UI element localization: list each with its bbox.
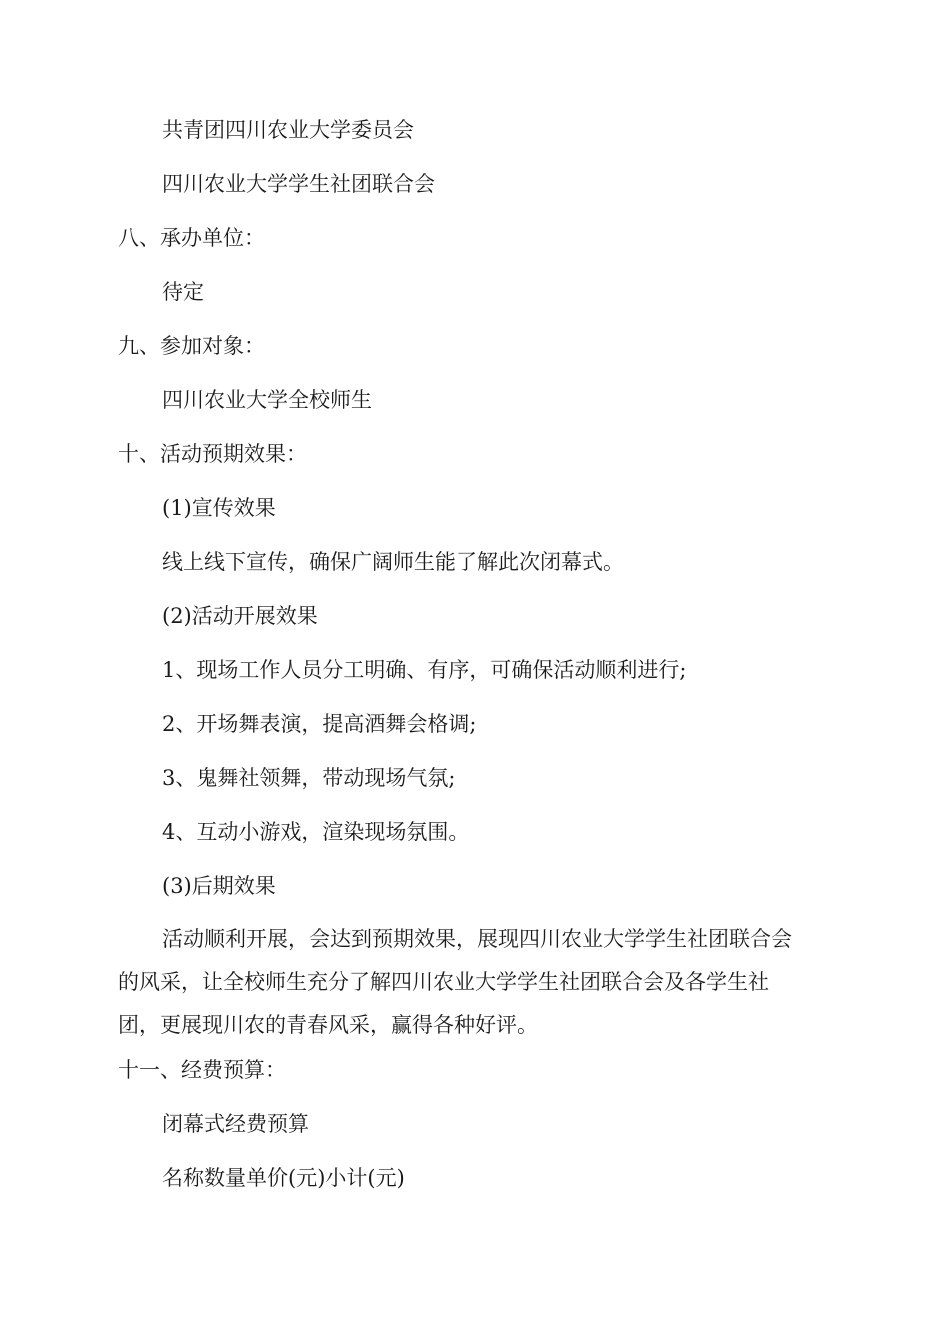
section-heading-10: 十、活动预期效果： (118, 442, 307, 466)
section-heading-9: 九、参加对象： (118, 334, 265, 358)
activity-effect-item-3: 3、鬼舞社领舞，带动现场气氛; (162, 766, 456, 790)
section-8-content: 待定 (162, 280, 204, 304)
paragraph-line-2: 的风采，让全校师生充分了解四川农业大学学生社团联合会及各学生社 (118, 970, 769, 994)
section-heading-11: 十一、经费预算： (118, 1058, 286, 1082)
subheading-publicity-effect: (1)宣传效果 (162, 496, 276, 520)
paragraph-line-1: 活动顺利开展，会达到预期效果，展现四川农业大学学生社团联合会 (162, 927, 792, 951)
activity-effect-item-1: 1、现场工作人员分工明确、有序，可确保活动顺利进行; (162, 658, 687, 682)
subheading-later-effect: (3)后期效果 (162, 874, 276, 898)
budget-table-header: 名称数量单价(元)小计(元) (162, 1166, 405, 1190)
activity-effect-item-4: 4、互动小游戏，渲染现场氛围。 (162, 820, 470, 844)
paragraph-line-3: 团，更展现川农的青春风采，赢得各种好评。 (118, 1013, 538, 1037)
section-9-content: 四川农业大学全校师生 (162, 388, 372, 412)
subheading-activity-effect: (2)活动开展效果 (162, 604, 318, 628)
activity-effect-item-2: 2、开场舞表演，提高酒舞会格调; (162, 712, 477, 736)
section-heading-8: 八、承办单位： (118, 226, 265, 250)
budget-title: 闭幕式经费预算 (162, 1112, 309, 1136)
later-effect-paragraph (118, 918, 848, 1047)
publicity-effect-text: 线上线下宣传，确保广阔师生能了解此次闭幕式。 (162, 550, 624, 574)
organizer-line-2: 四川农业大学学生社团联合会 (162, 172, 435, 196)
organizer-line-1: 共青团四川农业大学委员会 (162, 118, 414, 142)
